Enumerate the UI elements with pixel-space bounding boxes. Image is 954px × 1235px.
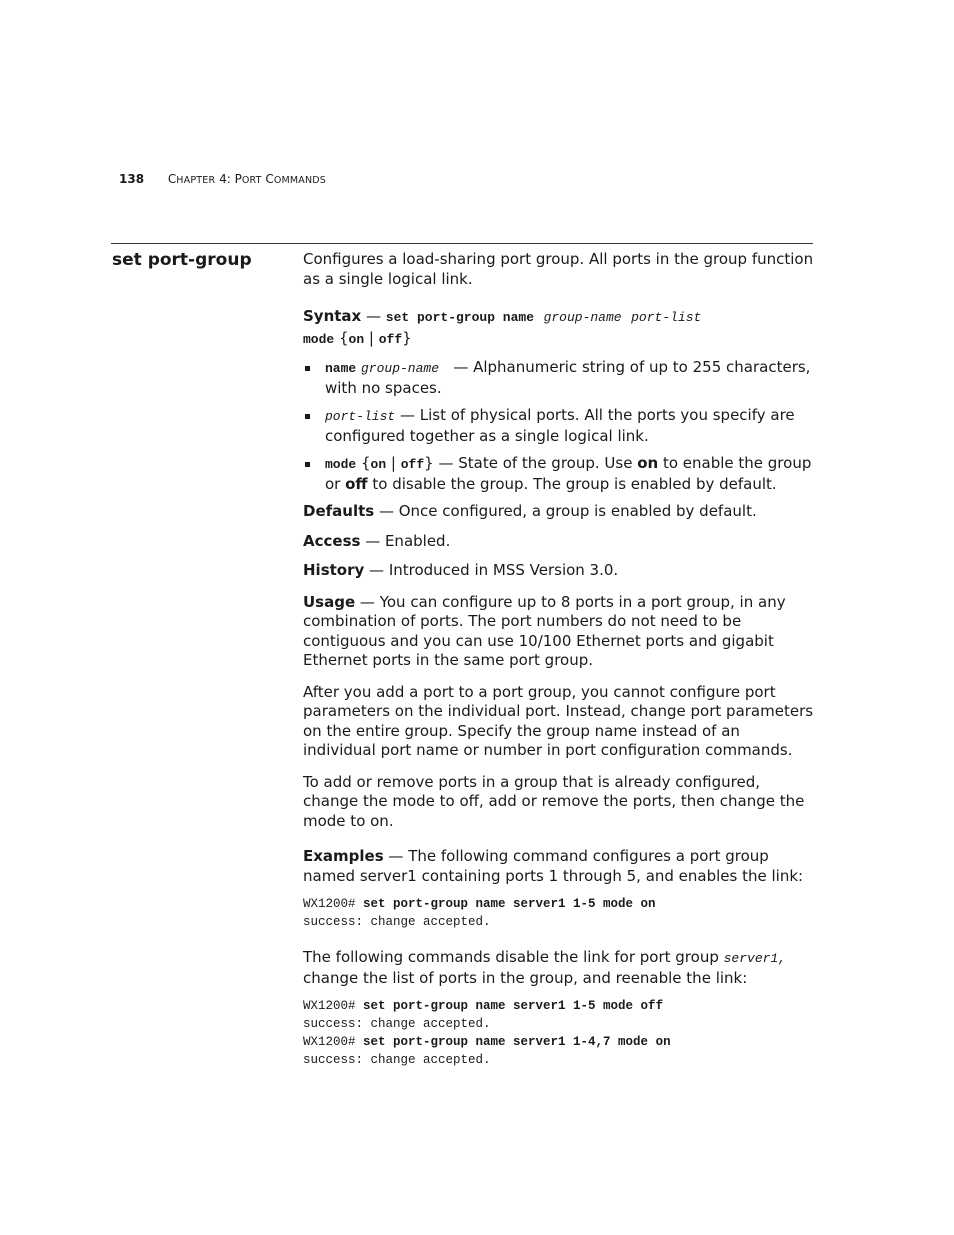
param-description: — State of the group. Use (433, 454, 638, 472)
code-block-2 (303, 997, 815, 1069)
param-description: — List of physical ports. All the ports you specify are configured together as a single logical link. (325, 406, 795, 445)
defaults-label: Defaults (303, 502, 375, 520)
examples-text-2a: The following commands disable the link for port group (303, 948, 724, 966)
param-separator: | (386, 454, 401, 472)
syntax-section (303, 306, 815, 350)
access-label: Access (303, 531, 361, 550)
history-label: History (303, 561, 365, 579)
chapter-title-part: OMMANDS (273, 175, 327, 186)
examples-label: Examples (303, 847, 384, 865)
chapter-title-part: ORT (241, 175, 262, 186)
usage-paragraph-3: To add or remove ports in a group that is already configured, change the mode to off, add or remove the ports, then change the mode to on. (303, 772, 805, 830)
param-arg: group-name (361, 361, 440, 376)
param-keyword: name (325, 361, 357, 376)
syntax-arg-group-name: group-name (543, 310, 622, 325)
code-block-1 (303, 895, 815, 931)
command-heading: set port-group (112, 250, 252, 270)
syntax-arg-port-list: port-list (631, 310, 702, 325)
history-text: — Introduced in MSS Version 3.0. (364, 561, 619, 579)
usage-section (303, 593, 815, 671)
access-text: — Enabled. (360, 531, 451, 550)
param-description: — Alphanumeric string of up to 255 characters, with no spaces. (325, 358, 811, 397)
syntax-on: on (348, 332, 365, 347)
chapter-title-part: HAPTER (176, 175, 216, 186)
cli-command: set port-group name server1 1-5 mode on (363, 897, 656, 911)
param-brace: } (424, 454, 434, 472)
defaults-text: — Once configured, a group is enabled by default. (374, 502, 757, 520)
cli-prompt: WX1200# (303, 1035, 364, 1049)
syntax-command: set port-group name (385, 310, 535, 325)
param-off-bold: off (345, 474, 368, 493)
param-keyword: mode (325, 457, 357, 472)
syntax-mode-keyword: mode (303, 332, 335, 347)
cli-output: success: change accepted. (303, 1017, 491, 1031)
bullet-icon (305, 414, 310, 419)
command-description: Configures a load-sharing port group. All ports in the group function as a single logical link. (303, 250, 814, 288)
syntax-dash: — (361, 307, 386, 325)
chapter-title-part: 4: P (215, 172, 242, 186)
param-description: to disable the group. The group is enabled by default. (367, 474, 777, 493)
parameter-list (303, 358, 815, 494)
syntax-brace: } (402, 329, 412, 347)
page-number: 138 (119, 172, 145, 186)
running-header (119, 172, 326, 186)
command-body (303, 250, 815, 1069)
cli-command: set port-group name server1 1-5 mode off (363, 999, 664, 1013)
chapter-title-part: C (167, 172, 177, 186)
syntax-separator: | (364, 329, 379, 347)
parameter-item-name (303, 358, 815, 398)
chapter-title-part: C (261, 172, 274, 186)
syntax-off: off (378, 332, 403, 347)
syntax-label: Syntax (303, 307, 362, 325)
param-brace: { (356, 454, 371, 472)
usage-label: Usage (303, 592, 356, 611)
param-description: to enable the group or (325, 454, 812, 493)
usage-paragraph-2: After you add a port to a port group, you cannot configure port parameters on the individual port. Instead, change port parameters on the entire group. Specify the group name instead of an individual port name or number in port configuration commands. (303, 682, 814, 759)
examples-text: — The following command configures a port group named server1 containing ports 1 through 5, and enables the link: (303, 847, 804, 885)
usage-text: — You can configure up to 8 ports in a port group, in any combination of ports. The port numbers do not need to be contiguous and you can use 10/100 Ethernet ports and gigabit Ethernet ports in the same port group. (303, 592, 786, 669)
cli-output: success: change accepted. (303, 1053, 491, 1067)
chapter-title (168, 172, 326, 186)
cli-prompt: WX1200# (303, 999, 364, 1013)
access-section (303, 532, 815, 552)
param-on-bold: on (637, 454, 659, 472)
section-divider (111, 243, 813, 244)
parameter-item-mode (303, 454, 815, 494)
defaults-section (303, 502, 815, 522)
bullet-icon (305, 462, 310, 467)
syntax-brace: { (339, 329, 349, 347)
param-on: on (370, 457, 387, 472)
cli-output: success: change accepted. (303, 915, 491, 929)
examples-section (303, 847, 815, 886)
inline-code: server1, (723, 951, 787, 966)
examples-text-2b: change the list of ports in the group, and reenable the link: (303, 968, 748, 987)
param-arg: port-list (325, 409, 396, 424)
history-section (303, 561, 815, 581)
cli-prompt: WX1200# (303, 897, 364, 911)
param-off: off (400, 457, 425, 472)
cli-command: set port-group name server1 1-4,7 mode on (363, 1035, 671, 1049)
parameter-item-port-list (303, 406, 815, 446)
bullet-icon (305, 366, 310, 371)
examples-paragraph-2 (303, 948, 815, 988)
